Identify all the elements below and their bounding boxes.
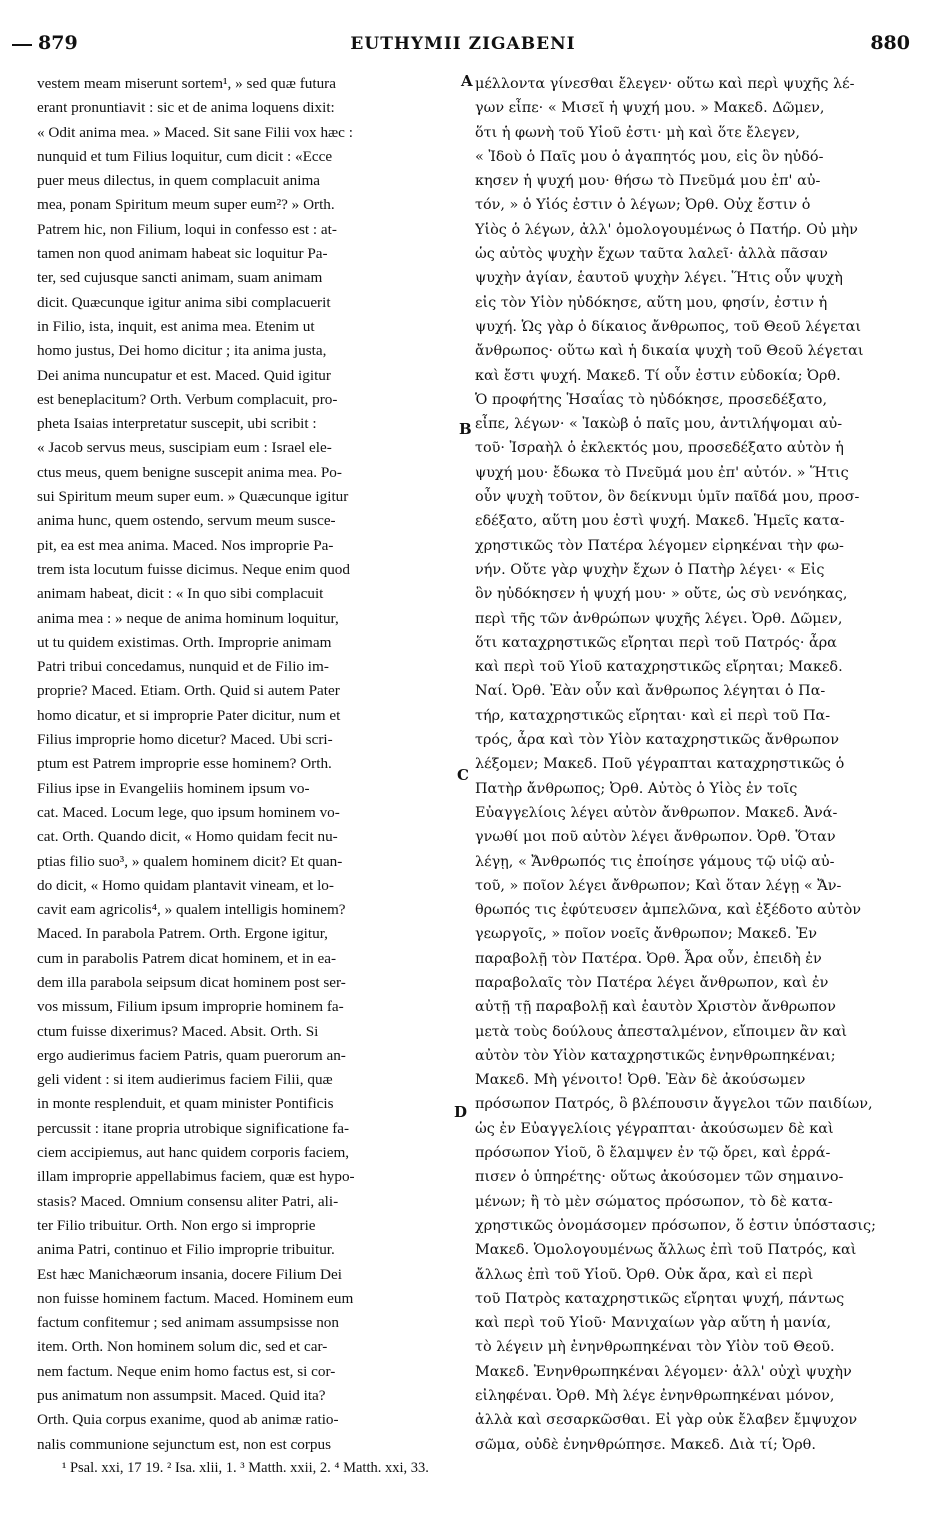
page-number-right: 880 [870, 32, 910, 54]
greek-text-line: γων εἶπε· « Μισεῖ ἡ ψυχή μου. » Μακεδ. Δῶμεν, [475, 100, 825, 117]
greek-text-line: τήρ, καταχρηστικῶς εἴρηται· καὶ εἰ περὶ τοῦ Πα- [475, 707, 831, 724]
latin-text-line: ut tu quidem existimas. Orth. Improprie animam [37, 633, 332, 651]
latin-text-line: Filius ipse in Evangeliis hominem ipsum vo- [37, 779, 310, 797]
greek-text-line: θρωπός τις ἐφύτευσεν ἀμπελῶνα, καὶ ἐξέδοτο αὐτὸν [475, 902, 862, 919]
latin-text-line: sui Spiritum meum super eum. » Quæcunque igitur [37, 488, 349, 506]
latin-text-line: Maced. In parabola Patrem. Orth. Ergone igitur, [37, 925, 328, 943]
latin-text-line: anima mea : » neque de anima hominum loquitur, [37, 609, 339, 627]
latin-text-line: nunquid et tum Filius loquitur, cum dicit : «Ecce [37, 147, 333, 165]
greek-text-line: λέγῃ, « Ἄνθρωπός τις ἐποίησε γάμους τῷ υἱῷ αὐ- [475, 853, 835, 870]
latin-text-line: ciem accipiemus, aut hanc quidem corporis faciem, [37, 1144, 350, 1162]
latin-text-line: illam improprie appellabimus faciem, quæ est hypo- [37, 1168, 355, 1186]
greek-text-line: τοῦ· Ἰσραὴλ ὁ ἐκλεκτός μου, προσεδέξατο αὐτὸν ἡ [475, 440, 844, 457]
latin-text-line: anima Patri, continuo et Filio improprie tribuitur. [37, 1241, 335, 1259]
greek-text-line: τοῦ, » ποῖον λέγει ἄνθρωπον; Καὶ ὅταν λέγῃ « Ἄν- [475, 877, 842, 894]
latin-text-line: Orth. Quia corpus exanime, quod ab animæ ratio- [37, 1411, 339, 1429]
latin-text-line: tamen non quod animam habeat sic loquitur Pa- [37, 245, 328, 263]
greek-text-line: αὐτῇ τῇ παραβολῇ καὶ ἑαυτὸν Χριστὸν ἄνθρωπον [475, 999, 836, 1016]
margin-marker-a: A [461, 72, 473, 90]
latin-text-line: pus animatum non assumpsit. Maced. Quid ita? [37, 1387, 326, 1405]
running-title: EUTHYMII ZIGABENI [350, 34, 576, 54]
greek-text-line: νήν. Οὔτε γὰρ ψυχὴν ἔχων ὁ Πατὴρ λέγει· « Εἰς [475, 561, 825, 578]
greek-text-line: πισεν ὁ ὑπηρέτης· οὕτως ἀκούσομεν τῶν σημαινο- [475, 1169, 844, 1186]
latin-text-line: ctus meus, quem benigne suscepit anima mea. Po- [37, 463, 342, 481]
greek-text-line: πρόσωπον Υἱοῦ, ὃ ἔλαμψεν ἐν τῷ ὄρει, καὶ ἐρρά- [475, 1145, 831, 1162]
greek-text-line: καὶ περὶ τοῦ Υἱοῦ καταχρηστικῶς εἴρηται; Μακεδ. [475, 659, 843, 676]
latin-text-line: vos missum, Filium ipsum improprie hominem fa- [37, 998, 344, 1016]
greek-text-line: λέξομεν; Μακεδ. Ποῦ γέγραπται καταχρηστικῶς ὁ [475, 756, 845, 773]
latin-text-line: cavit eam agricolis⁴, » qualem intelligis hominem? [37, 901, 346, 919]
latin-text-line: Patrem hic, non Filium, loqui in confesso est : at- [37, 220, 337, 238]
greek-text-line: ἀλλὰ καὶ σεσαρκῶσθαι. Εἰ γὰρ οὐκ ἔλαβεν ἔμψυχον [475, 1412, 858, 1429]
greek-text-line: ψυχή. Ὡς γὰρ ὁ δίκαιος ἄνθρωπος, τοῦ Θεοῦ λέγεται [475, 318, 862, 335]
latin-text-line: animam habeat, dicit : « In quo sibi complacuit [37, 585, 324, 603]
page-header [0, 32, 926, 58]
latin-text-line: geli vident : si item audierimus faciem Filii, quæ [37, 1071, 333, 1089]
latin-text-line: ter Filio tribuitur. Orth. Non ergo si improprie [37, 1216, 316, 1234]
latin-text-line: percussit : itane propria utrobique significatione fa- [37, 1119, 350, 1137]
greek-text-line: Υἱὸς ὁ λέγων, ἀλλ' ὁμολογουμένως ὁ Πατήρ. Οὐ μὴν [475, 221, 858, 238]
greek-text-line: Μακεδ. Ἐνηνθρωπηκέναι λέγομεν· ἀλλ' οὐχὶ ψυχὴν [475, 1363, 852, 1380]
margin-marker-d: D [454, 1103, 468, 1121]
greek-text-line: παραβολῇ τὸν Πατέρα. Ὀρθ. Ἆρα οὖν, ἐπειδὴ ἐν [475, 950, 822, 967]
latin-text-line: item. Orth. Non hominem solum dic, sed et car- [37, 1338, 328, 1356]
latin-text-line: ter, sed cujusque sancti animam, suam animam [37, 269, 323, 287]
greek-text-line: χρηστικῶς τὸν Πατέρα λέγομεν εἰρηκέναι τὴν φω- [475, 537, 844, 554]
greek-text-line: εἰς τὸν Υἱὸν ηὐδόκησε, αὕτη μου, φησίν, ἐστιν ἡ [475, 294, 828, 311]
latin-text-line: cat. Orth. Quando dicit, « Homo quidam fecit nu- [37, 828, 338, 846]
greek-text-line: αὐτὸν τὸν Υἱὸν καταχρηστικῶς ἐνηνθρωπηκέναι; [475, 1047, 836, 1064]
greek-text-line: ὡς αὐτὸς ψυχὴν ἔχων ταῦτα λαλεῖ· ἀλλὰ πᾶσαν [475, 246, 828, 263]
greek-text-line: Ναί. Ὀρθ. Ἐὰν οὖν καὶ ἄνθρωπος λέγηται ὁ Πα- [475, 683, 826, 700]
latin-text-line: Patri tribui concedamus, nunquid et de Filio im- [37, 658, 329, 676]
greek-text-line: ὅτι καταχρηστικῶς εἴρηται περὶ τοῦ Πατρός· ἆρα [475, 634, 837, 651]
latin-text-line: pit, ea est mea anima. Maced. Nos improprie Pa- [37, 536, 334, 554]
greek-text-line: περὶ τῆς τῶν ἀνθρώπων ψυχῆς λέγει. Ὀρθ. Δῶμεν, [475, 610, 843, 627]
greek-text-line: χρηστικῶς ὀνομάσομεν πρόσωπον, ὅ ἐστιν ὑπόστασις; [475, 1217, 876, 1234]
greek-text-line: εδέξατο, αὕτη μου ἐστὶ ψυχή. Μακεδ. Ἡμεῖς κατα- [475, 513, 845, 530]
latin-text-line: anima hunc, quem ostendo, servum meum susce- [37, 512, 336, 530]
greek-text-line: ἄνθρωπος· οὕτω καὶ ἡ δικαία ψυχὴ τοῦ Θεοῦ λέγεται [475, 343, 864, 360]
latin-text-line: trem ista locutum fuisse dicimus. Neque enim quod [37, 560, 350, 578]
greek-text-line: Μακεδ. Μὴ γένοιτο! Ὀρθ. Ἐὰν δὲ ἀκούσωμεν [475, 1072, 806, 1089]
latin-text-line: do dicit, « Homo quidam plantavit vineam, et lo- [37, 876, 334, 894]
latin-text-line: puer meus dilectus, in quem complacuit anima [37, 172, 321, 190]
latin-text-line: Est hæc Manichæorum insania, docere Filium Dei [37, 1265, 342, 1283]
page-number-left: 879 [38, 32, 78, 54]
footnotes: ¹ Psal. xxi, 17 19. ² Isa. xlii, 1. ³ Matth. xxii, 2. ⁴ Matth. xxi, 33. [62, 1460, 429, 1476]
latin-text-line: pheta Isaias interpretatur suscepit, ubi scribit : [37, 415, 317, 433]
greek-text-line: ψυχὴν ἁγίαν, ἑαυτοῦ ψυχὴν λέγει. Ἥτις οὖν ψυχὴ [475, 270, 843, 287]
greek-text-line: μέλλοντα γίνεσθαι ἔλεγεν· οὕτω καὶ περὶ ψυχῆς λέ- [475, 76, 855, 92]
greek-text-line: ὅτι ἡ φωνὴ τοῦ Υἱοῦ ἐστι· μὴ καὶ ὅτε ἔλεγεν, [475, 124, 800, 141]
greek-text-line: οὖν ψυχὴ τοῦτον, ὃν δείκνυμι ὑμῖν παῖδά μου, προσ- [475, 489, 860, 506]
latin-text-line: Dei anima nuncupatur et est. Maced. Quid igitur [37, 366, 331, 384]
greek-text-line: Εὐαγγελίοις λέγει αὐτὸν ἄνθρωπον. Μακεδ. Ἀνά- [475, 804, 838, 821]
latin-text-line: ptum est Patrem improprie esse hominem? Orth. [37, 755, 332, 773]
greek-text-line: εἶπε, λέγων· « Ἰακὼβ ὁ παῖς μου, ἀντιλήψομαι αὐ- [475, 416, 843, 433]
latin-text-line: nalis communione sejunctum est, non est corpus [37, 1435, 331, 1453]
latin-text-line: « Jacob servus meus, suscipiam eum : Israel ele- [37, 439, 332, 457]
latin-text-line: est beneplacitum? Orth. Verbum complacuit, pro- [37, 390, 338, 408]
latin-text-line: ergo audierimus faciem Patris, quam puerorum an- [37, 1046, 346, 1064]
latin-text-line: in monte resplenduit, et quam minister Pontificis [37, 1095, 334, 1113]
greek-text-line: Ὁ προφήτης Ἡσαΐας τὸ ηὐδόκησε, προσεδέξατο, [475, 391, 828, 408]
greek-text-line: κησεν ἡ ψυχή μου· θήσω τὸ Πνεῦμά μου ἐπ' αὐ- [475, 173, 821, 190]
latin-text-line: cum in parabolis Patrem dicat hominem, et in ea- [37, 949, 337, 967]
latin-column [37, 72, 462, 1457]
margin-marker-b: B [459, 420, 472, 438]
latin-text-line: « Odit anima mea. » Maced. Sit sane Filii vox hæc : [37, 123, 353, 141]
latin-text-line: dicit. Quæcunque igitur anima sibi complacuerit [37, 293, 331, 311]
latin-text-line: proprie? Maced. Etiam. Orth. Quid si autem Pater [37, 682, 340, 700]
greek-text-line: εἰληφέναι. Ὀρθ. Μὴ λέγε ἐνηνθρωπηκέναι μόνον, [475, 1388, 835, 1405]
latin-text-line: dem illa parabola seipsum dicat hominem post ser- [37, 973, 346, 991]
greek-column [475, 72, 920, 1457]
greek-text-line: τὸ λέγειν μὴ ἐνηνθρωπηκέναι τὸν Υἱὸν τοῦ Θεοῦ. [475, 1339, 835, 1356]
greek-text-line: ὃν ηὐδόκησεν ἡ ψυχή μου· » οὔτε, ὡς σὺ νενόηκας, [475, 586, 848, 603]
greek-text-line: ὡς ἐν Εὐαγγελίοις γέγραπται· ἀκούσωμεν δὲ καὶ [475, 1120, 834, 1137]
latin-text-line: stasis? Maced. Omnium consensu aliter Patri, ali- [37, 1192, 339, 1210]
latin-text-line: erant pronuntiavit : sic et de anima loquens dixit: [37, 99, 335, 117]
latin-text-line: non fuisse hominem factum. Maced. Hominem eum [37, 1289, 354, 1307]
latin-text-line: nem factum. Neque enim homo factus est, si cor- [37, 1362, 336, 1380]
greek-text-line: παραβολαῖς τὸν Πατέρα λέγει ἄνθρωπον, καὶ ἐν [475, 974, 829, 991]
latin-text-line: homo dicatur, et si improprie Pater dicitur, num et [37, 706, 341, 724]
greek-text-line: τρός, ἆρα καὶ τὸν Υἱὸν καταχρηστικῶς ἄνθρωπον [475, 732, 839, 749]
greek-text-line: πρόσωπον Πατρός, ὃ βλέπουσιν ἄγγελοι τῶν παιδίων, [475, 1096, 873, 1113]
latin-text-line: Filius improprie homo dicetur? Maced. Ubi scri- [37, 731, 333, 749]
greek-text-line: γεωργοῖς, » ποῖον νοεῖς ἄνθρωπον; Μακεδ. Ἐν [475, 926, 817, 943]
latin-text-line: ctum fuisse dixerimus? Maced. Absit. Orth. Si [37, 1022, 319, 1040]
latin-text-line: factum confitemur ; sed animam assumpsisse non [37, 1314, 339, 1332]
margin-marker-c: C [457, 766, 469, 784]
greek-text-line: μένων; ἢ τὸ μὲν σώματος πρόσωπον, τὸ δὲ κατα- [475, 1193, 833, 1210]
latin-text-line: in Filio, ista, inquit, est anima mea. Etenim ut [37, 317, 315, 335]
greek-text-line: μετὰ τοὺς δούλους ἀπεσταλμένον, εἴποιμεν ἂν καὶ [475, 1023, 848, 1040]
greek-text-line: καὶ περὶ τοῦ Υἱοῦ· Μανιχαίων γὰρ αὕτη ἡ μανία, [475, 1315, 832, 1332]
latin-text-line: ptias filio suo³, » qualem hominem dicit? Et quan- [37, 852, 343, 870]
greek-text-line: ψυχή μου· ἔδωκα τὸ Πνεῦμά μου ἐπ' αὐτόν. » Ἥτις [475, 464, 849, 481]
greek-text-line: ἄλλως ἐπὶ τοῦ Υἱοῦ. Ὀρθ. Οὐκ ἄρα, καὶ εἰ περὶ [475, 1266, 814, 1283]
latin-text-line: cat. Maced. Locum lege, quo ipsum hominem vo- [37, 803, 340, 821]
latin-text-line: mea, ponam Spiritum meum super eum²? » Orth. [37, 196, 335, 214]
greek-text-line: σῶμα, οὐδὲ ἐνηνθρώπησε. Μακεδ. Διὰ τί; Ὀρθ. [475, 1436, 816, 1453]
greek-text-line: γνωθί μοι ποῦ αὐτὸν λέγει ἄνθρωπον. Ὀρθ. Ὅταν [475, 829, 836, 846]
greek-text-line: τόν, » ὁ Υἱός ἐστιν ὁ λέγων; Ὀρθ. Οὐχ ἔστιν ὁ [475, 197, 811, 214]
latin-text-line: homo justus, Dei homo dicitur ; ita anima justa, [37, 342, 327, 360]
greek-text-line: Πατὴρ ἄνθρωπος; Ὀρθ. Αὐτὸς ὁ Υἱὸς ἐν τοῖς [475, 780, 798, 797]
greek-text-line: καὶ ἔστι ψυχή. Μακεδ. Τί οὖν ἐστιν εὐδοκία; Ὀρθ. [475, 367, 841, 384]
greek-text-line: τοῦ Πατρὸς καταχρηστικῶς εἴρηται ψυχή, πάντως [475, 1290, 845, 1307]
latin-text-line: vestem meam miserunt sortem¹, » sed quæ futura [37, 75, 336, 92]
greek-text-line: « Ἰδοὺ ὁ Παῖς μου ὁ ἀγαπητός μου, εἰς ὃν ηὐδό- [475, 148, 824, 165]
greek-text-line: Μακεδ. Ὁμολογουμένως ἄλλως ἐπὶ τοῦ Πατρός, καὶ [475, 1242, 857, 1259]
